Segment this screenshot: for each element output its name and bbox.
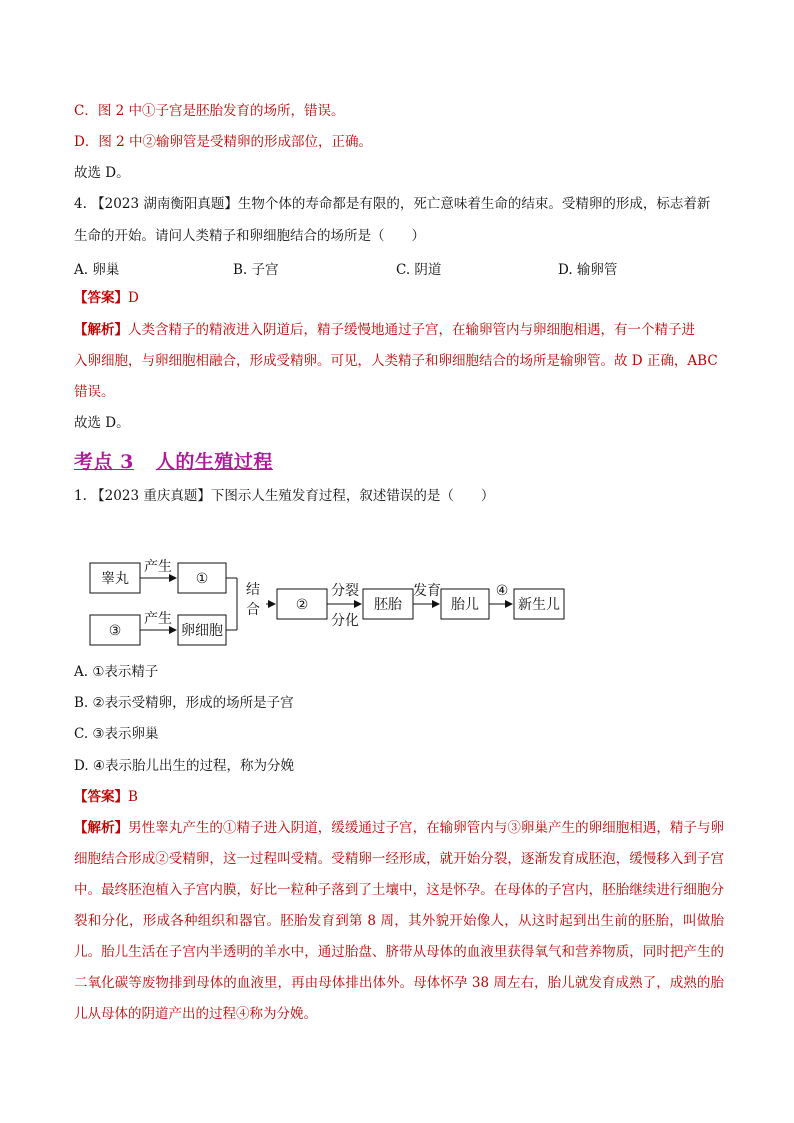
prev-option-c: C．图 2 中①子宫是胚胎发育的场所，错误。 (74, 103, 345, 119)
circle1-label: ① (195, 571, 209, 587)
testis-label: 睾丸 (101, 571, 129, 587)
q1-analysis-text: 男性睾丸产生的①精子进入阴道，缓缓通过子宫，在输卵管内与③卵巢产生的卵细胞相遇，精子与卵细胞结合形成②受精卵，这一过程叫受精。受精卵一经形成，就开始分裂，逐渐发育成胚泡，缓慢移入到子宫中。最终胚泡植入子宫内膜，好比一粒种子落到了土壤中，这是怀孕。在母体的子宫内，胚胎继续进行细胞分裂和分化，形成各种组织和器官。胚胎发育到第 8 周，其外貌开始像人，从这时起到出生前的胚胎，叫做胎儿。胎儿生活在子宫内半透明的羊水中，通过胎盘、脐带从母体的血液里获得氧气和营养物质，同时把产生的二氧化碳等废物排到母体的血液里，再由母体排出体外。母体怀孕 38 周左右，胎儿就发育成熟了，成熟的胎儿从母体的阴道产出的过程④称为分娩。 (74, 820, 725, 1022)
embryo-label: 胚胎 (374, 597, 402, 613)
section-number: 考点 3 (74, 451, 134, 473)
produce-label-1: 产生 (144, 559, 172, 575)
differentiate-label: 分化 (331, 613, 359, 629)
q4-analysis-line2: 入卵细胞，与卵细胞相融合，形成受精卵。可见，人类精子和卵细胞结合的场所是输卵管。故 D 正确，ABC (74, 353, 718, 369)
reproduction-diagram (0, 548, 794, 648)
q4-analysis-line3: 错误。 (74, 384, 115, 400)
q4-stem-line2: 生命的开始。请问人类精子和卵细胞结合的场所是（ ） (74, 228, 425, 244)
q4-option-d: D. 输卵管 (558, 262, 618, 278)
combine-label-1: 结 (246, 582, 260, 598)
q4-analysis-text1: 人类含精子的精液进入阴道后，精子缓慢地通过子宫，在输卵管内与卵细胞相遇，有一个精子进 (128, 322, 695, 338)
circle3-label: ③ (108, 623, 122, 639)
combine-label-2: 合 (246, 602, 260, 618)
answer-tag: 【答案】 (74, 290, 128, 306)
section-heading (74, 447, 273, 474)
q1-option-c: C. ③表示卵巢 (74, 726, 159, 742)
q4-answer (74, 289, 139, 307)
circle2-label: ② (295, 597, 309, 613)
circle4-label: ④ (495, 583, 509, 599)
q1-answer (74, 788, 138, 806)
produce-label-2: 产生 (144, 611, 172, 627)
q4-option-c: C. 阴道 (396, 262, 442, 278)
prev-option-d: D．图 2 中②输卵管是受精卵的形成部位，正确。 (74, 134, 372, 150)
analysis-tag: 【解析】 (74, 820, 129, 836)
q4-answer-value: D (128, 290, 139, 306)
newborn-label: 新生儿 (518, 597, 560, 613)
q4-analysis-line1 (74, 321, 695, 339)
q4-select: 故选 D。 (74, 415, 130, 431)
q4-option-a: A. 卵巢 (74, 262, 120, 278)
answer-tag: 【答案】 (74, 789, 128, 805)
section-title: 人的生殖过程 (155, 451, 273, 473)
q4-option-b: B. 子宫 (233, 262, 279, 278)
q1-analysis (74, 813, 724, 1030)
q1-option-a: A. ①表示精子 (74, 664, 159, 680)
q1-option-b: B. ②表示受精卵，形成的场所是子宫 (74, 695, 294, 711)
egg-label: 卵细胞 (181, 623, 223, 639)
q4-stem-line1: 4. 【2023 湖南衡阳真题】生物个体的寿命都是有限的，死亡意味着生命的结束。受精卵的形成，标志着新 (74, 196, 711, 212)
prev-select: 故选 D。 (74, 165, 130, 181)
q1-stem: 1. 【2023 重庆真题】下图示人生殖发育过程，叙述错误的是（ ） (74, 488, 495, 504)
analysis-tag: 【解析】 (74, 322, 128, 338)
divide-label: 分裂 (331, 583, 359, 599)
fetus-label: 胎儿 (451, 597, 479, 613)
develop-label: 发育 (413, 583, 441, 599)
q1-answer-value: B (128, 789, 138, 805)
q1-option-d: D. ④表示胎儿出生的过程，称为分娩 (74, 758, 295, 774)
